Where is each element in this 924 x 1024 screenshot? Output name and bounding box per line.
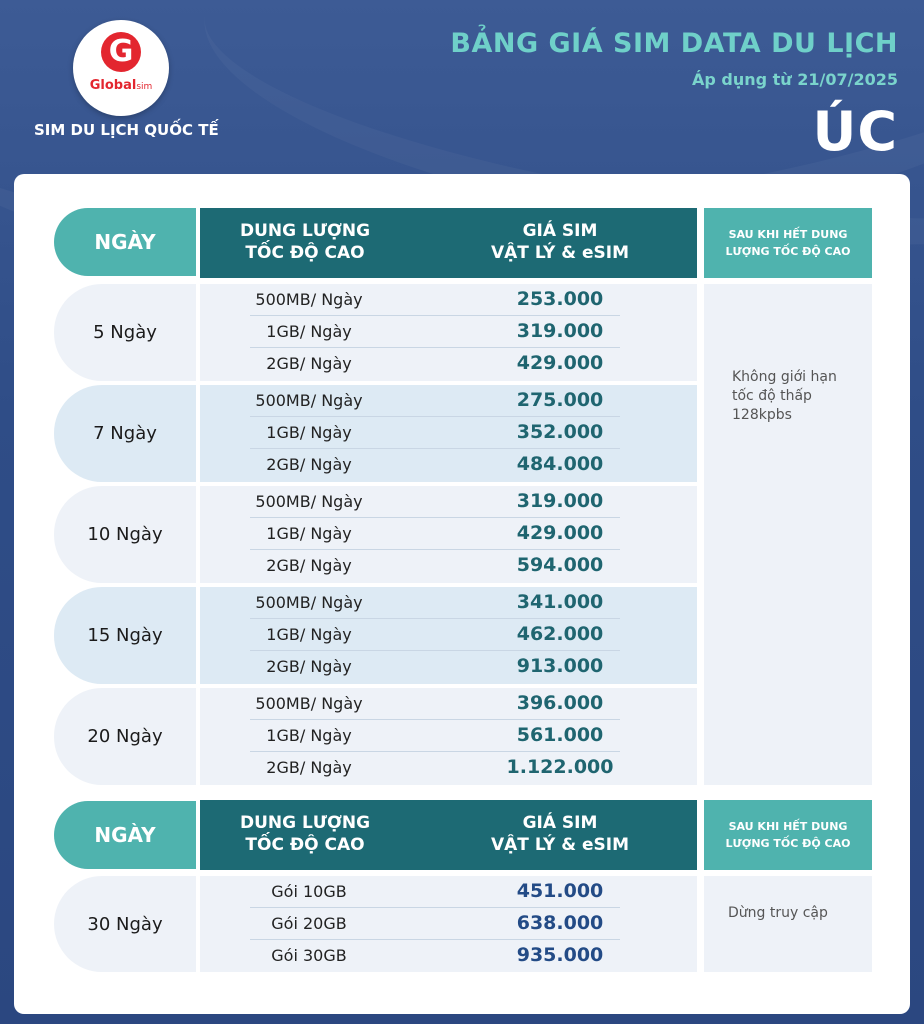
page-title: BẢNG GIÁ SIM DATA DU LỊCH bbox=[450, 28, 898, 59]
capacity: 500MB/ Ngày bbox=[255, 391, 363, 410]
price: 275.000 bbox=[516, 389, 604, 411]
table-row bbox=[200, 720, 697, 752]
note-text: 128kpbs bbox=[732, 407, 792, 423]
logo-suffix: sim bbox=[136, 82, 153, 92]
price: 352.000 bbox=[516, 421, 604, 443]
table-row bbox=[200, 651, 697, 683]
capacity: 500MB/ Ngày bbox=[255, 593, 363, 612]
price: 341.000 bbox=[516, 591, 604, 613]
price: 253.000 bbox=[516, 288, 604, 310]
table-row bbox=[200, 348, 697, 380]
capacity: 1GB/ Ngày bbox=[266, 423, 352, 442]
capacity: 2GB/ Ngày bbox=[266, 556, 352, 575]
price: 638.000 bbox=[516, 912, 604, 934]
header-text: GIÁ SIM bbox=[522, 221, 598, 241]
plan-group bbox=[200, 688, 697, 785]
after-limit-cell bbox=[704, 876, 872, 972]
price-table-card bbox=[14, 174, 910, 1014]
capacity: 1GB/ Ngày bbox=[266, 524, 352, 543]
table-row bbox=[200, 940, 697, 972]
table-row bbox=[200, 550, 697, 582]
price: 913.000 bbox=[516, 655, 604, 677]
price: 484.000 bbox=[516, 453, 604, 475]
table-row bbox=[200, 449, 697, 481]
column-header-price bbox=[460, 220, 660, 264]
plan-group bbox=[200, 587, 697, 684]
price: 935.000 bbox=[516, 944, 604, 966]
capacity: 500MB/ Ngày bbox=[255, 290, 363, 309]
column-header-capacity bbox=[200, 812, 410, 856]
table-row bbox=[200, 619, 697, 651]
capacity: 2GB/ Ngày bbox=[266, 657, 352, 676]
capacity: Gói 20GB bbox=[271, 914, 347, 933]
column-header-day: NGÀY bbox=[54, 208, 196, 276]
table-row bbox=[200, 876, 697, 908]
table-row bbox=[200, 518, 697, 550]
table-row bbox=[200, 486, 697, 518]
capacity: 500MB/ Ngày bbox=[255, 492, 363, 511]
header-text: LƯỢNG TỐC ĐỘ CAO bbox=[725, 837, 851, 850]
table-row bbox=[200, 284, 697, 316]
logo-wordmark bbox=[73, 78, 169, 93]
table-row bbox=[200, 587, 697, 619]
globalsim-logo bbox=[73, 20, 169, 116]
price: 561.000 bbox=[516, 724, 604, 746]
capacity: Gói 10GB bbox=[271, 882, 347, 901]
capacity: 500MB/ Ngày bbox=[255, 694, 363, 713]
table-row bbox=[200, 688, 697, 720]
price: 319.000 bbox=[516, 490, 604, 512]
column-header-price bbox=[460, 812, 660, 856]
price: 396.000 bbox=[516, 692, 604, 714]
capacity: 1GB/ Ngày bbox=[266, 726, 352, 745]
table-row bbox=[200, 752, 697, 784]
logo-word: Global bbox=[89, 78, 137, 93]
table-row bbox=[200, 316, 697, 348]
table-row bbox=[200, 385, 697, 417]
plan-group bbox=[200, 486, 697, 583]
table-row bbox=[200, 908, 697, 940]
plan-group bbox=[200, 385, 697, 482]
note-text: Không giới hạn bbox=[732, 369, 837, 385]
price: 462.000 bbox=[516, 623, 604, 645]
price: 594.000 bbox=[516, 554, 604, 576]
header-text: DUNG LƯỢNG bbox=[239, 221, 371, 241]
after-limit-cell bbox=[704, 284, 872, 785]
header-text: DUNG LƯỢNG bbox=[239, 813, 371, 833]
capacity: Gói 30GB bbox=[271, 946, 347, 965]
header-text: LƯỢNG TỐC ĐỘ CAO bbox=[725, 245, 851, 258]
table-row bbox=[200, 417, 697, 449]
header-text: VẬT LÝ & eSIM bbox=[490, 243, 629, 263]
after-limit-note: Dừng truy cập bbox=[728, 905, 828, 921]
column-header-after-limit bbox=[704, 208, 872, 278]
header-text: TỐC ĐỘ CAO bbox=[245, 243, 365, 263]
plan-group bbox=[200, 284, 697, 381]
day-cell: 20 Ngày bbox=[54, 688, 196, 785]
capacity: 2GB/ Ngày bbox=[266, 354, 352, 373]
capacity: 2GB/ Ngày bbox=[266, 758, 352, 777]
header-text: VẬT LÝ & eSIM bbox=[490, 835, 629, 855]
header-text: TỐC ĐỘ CAO bbox=[245, 835, 365, 855]
effective-date: Áp dụng từ 21/07/2025 bbox=[691, 70, 898, 89]
column-header-main bbox=[200, 208, 697, 278]
day-cell: 30 Ngày bbox=[54, 876, 196, 972]
price: 319.000 bbox=[516, 320, 604, 342]
header-text: GIÁ SIM bbox=[522, 813, 598, 833]
column-header-after-limit bbox=[704, 800, 872, 870]
capacity: 2GB/ Ngày bbox=[266, 455, 352, 474]
day-cell: 7 Ngày bbox=[54, 385, 196, 482]
price: 1.122.000 bbox=[506, 756, 614, 778]
column-header-day: NGÀY bbox=[54, 801, 196, 869]
price: 429.000 bbox=[516, 522, 604, 544]
capacity: 1GB/ Ngày bbox=[266, 625, 352, 644]
column-header-capacity bbox=[200, 220, 410, 264]
logo-letter: G bbox=[101, 32, 141, 72]
price: 429.000 bbox=[516, 352, 604, 374]
header-text: SAU KHI HẾT DUNG bbox=[728, 228, 848, 241]
header-text: SAU KHI HẾT DUNG bbox=[728, 820, 848, 833]
day-cell: 15 Ngày bbox=[54, 587, 196, 684]
plan-group bbox=[200, 876, 697, 972]
column-header-main bbox=[200, 800, 697, 870]
price: 451.000 bbox=[516, 880, 604, 902]
country-name: ÚC bbox=[812, 100, 898, 163]
day-cell: 10 Ngày bbox=[54, 486, 196, 583]
day-cell: 5 Ngày bbox=[54, 284, 196, 381]
note-text: tốc độ thấp bbox=[732, 388, 812, 404]
tagline: SIM DU LỊCH QUỐC TẾ bbox=[34, 121, 219, 139]
capacity: 1GB/ Ngày bbox=[266, 322, 352, 341]
after-limit-note bbox=[732, 368, 852, 425]
